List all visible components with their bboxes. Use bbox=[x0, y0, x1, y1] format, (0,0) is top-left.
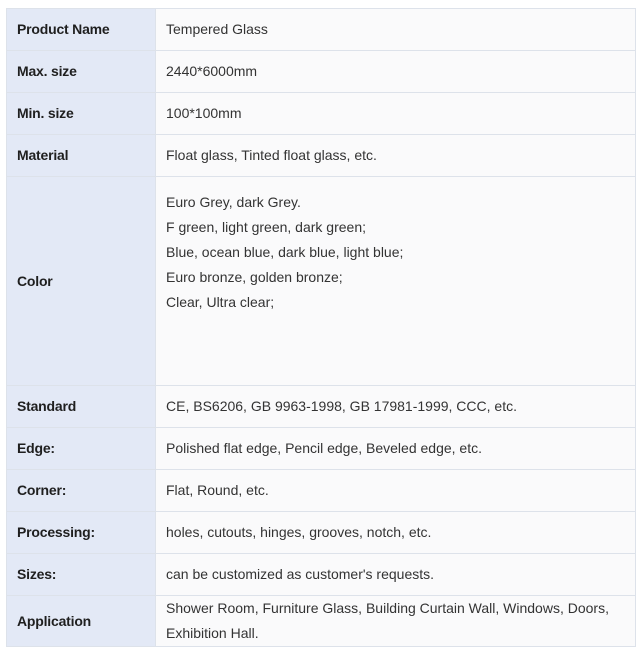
table-row-sizes bbox=[7, 554, 636, 596]
table-row-application bbox=[7, 596, 636, 647]
color-line: Clear, Ultra clear; bbox=[166, 294, 275, 310]
row-value: Polished flat edge, Pencil edge, Beveled edge, etc. bbox=[156, 428, 636, 470]
row-label: Min. size bbox=[7, 93, 156, 135]
row-label: Application bbox=[7, 596, 156, 647]
table-row-product-name bbox=[7, 9, 636, 51]
row-label: Processing: bbox=[7, 512, 156, 554]
row-label: Corner: bbox=[7, 470, 156, 512]
table-row-max-size bbox=[7, 51, 636, 93]
color-line: F green, light green, dark green; bbox=[166, 219, 367, 235]
row-label: Standard bbox=[7, 386, 156, 428]
table-row-corner bbox=[7, 470, 636, 512]
row-label: Edge: bbox=[7, 428, 156, 470]
row-label: Product Name bbox=[7, 9, 156, 51]
color-line: Euro Grey, dark Grey. bbox=[166, 194, 301, 210]
table-row-color bbox=[7, 177, 636, 386]
row-value: Shower Room, Furniture Glass, Building Curtain Wall, Windows, Doors, Exhibition Hall. bbox=[156, 596, 636, 647]
table-row-standard bbox=[7, 386, 636, 428]
row-value: Float glass, Tinted float glass, etc. bbox=[156, 135, 636, 177]
color-line: Blue, ocean blue, dark blue, light blue; bbox=[166, 244, 404, 260]
row-label: Sizes: bbox=[7, 554, 156, 596]
row-value: 100*100mm bbox=[156, 93, 636, 135]
row-value: Flat, Round, etc. bbox=[156, 470, 636, 512]
row-label: Material bbox=[7, 135, 156, 177]
color-values bbox=[156, 177, 636, 386]
row-value: CE, BS6206, GB 9963-1998, GB 17981-1999, CCC, etc. bbox=[156, 386, 636, 428]
row-label: Max. size bbox=[7, 51, 156, 93]
row-value: can be customized as customer's requests. bbox=[156, 554, 636, 596]
table-row-edge bbox=[7, 428, 636, 470]
product-spec-table bbox=[6, 8, 636, 647]
row-value: 2440*6000mm bbox=[156, 51, 636, 93]
table-row-processing bbox=[7, 512, 636, 554]
row-label: Color bbox=[7, 177, 156, 386]
table-row-min-size bbox=[7, 93, 636, 135]
color-line: Euro bronze, golden bronze; bbox=[166, 269, 343, 285]
table-row-material bbox=[7, 135, 636, 177]
row-value: holes, cutouts, hinges, grooves, notch, etc. bbox=[156, 512, 636, 554]
row-value: Tempered Glass bbox=[156, 9, 636, 51]
